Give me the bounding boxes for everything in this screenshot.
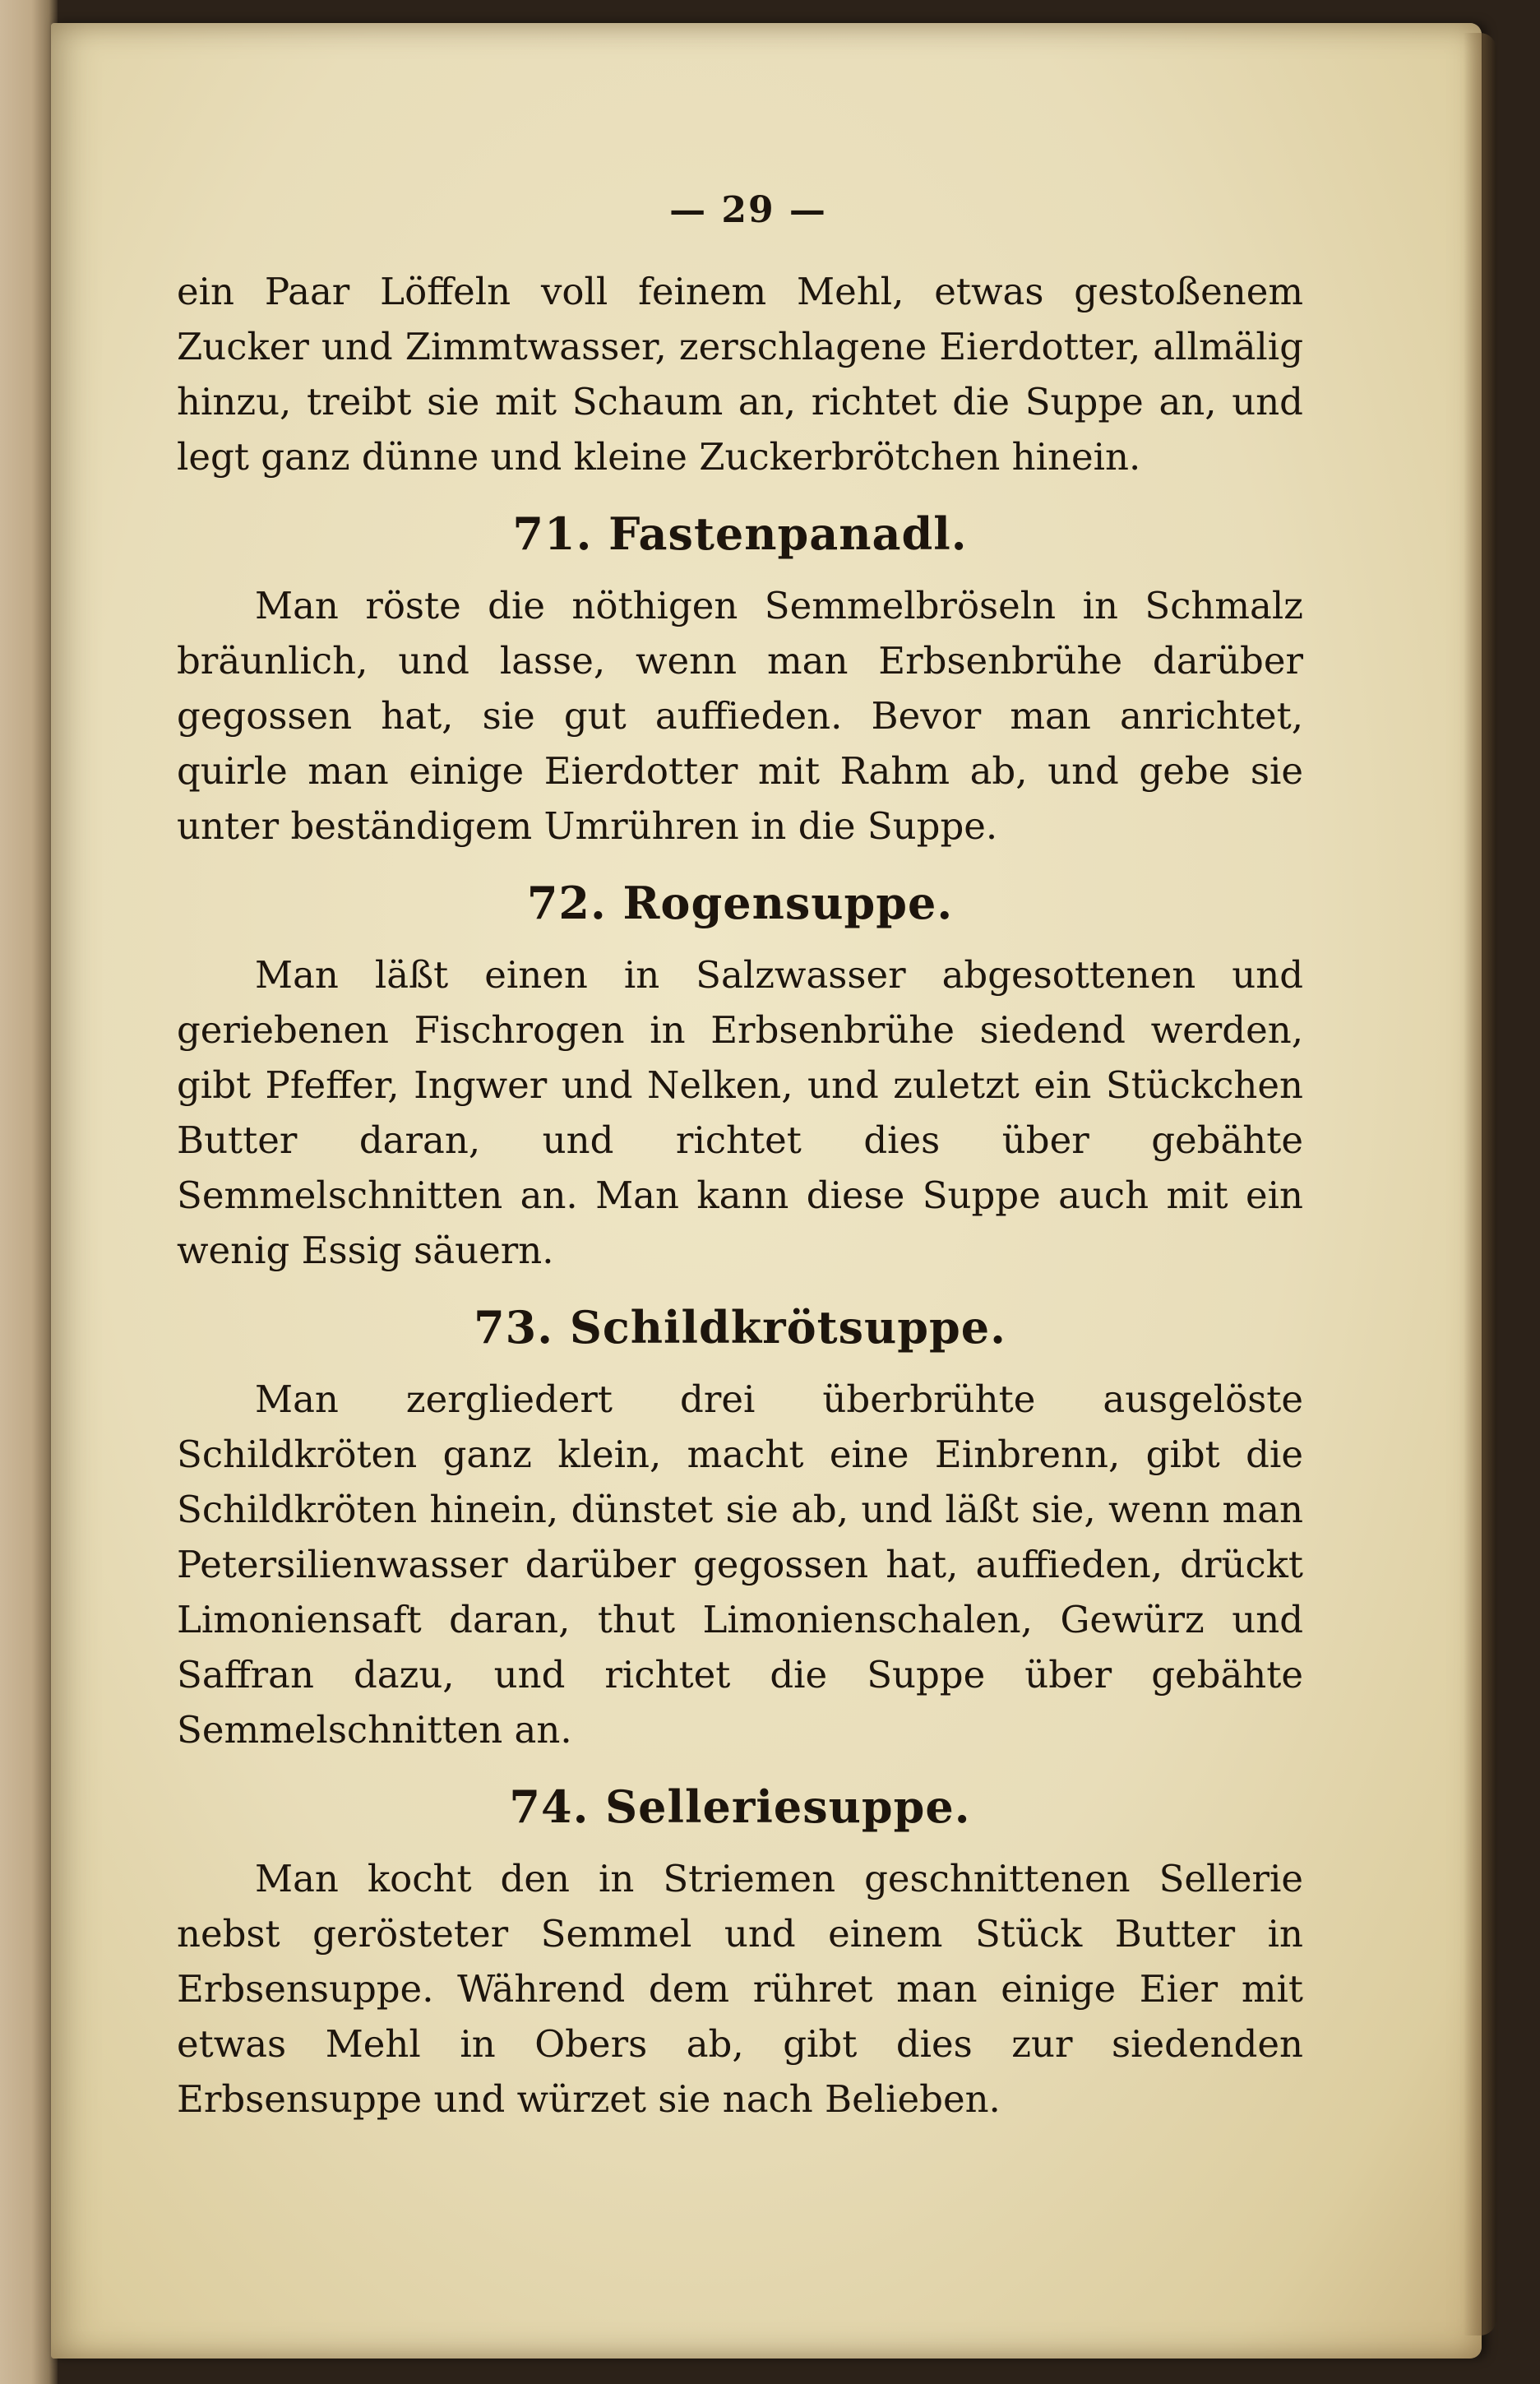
recipe-body-72: Man läßt einen in Salzwasser abgesottenen und geriebenen Fischrogen in Erbsenbrühe siedend werden, gibt Pfeffer, Ingwer und Nelken, und zuletzt ein Stückchen Butter daran, und richtet dies über gebähte Semmelschnitten an. Man kann diese Suppe auch mit ein wenig Essig säuern. <box>177 953 1303 1272</box>
recipe-title-73: 73. Schildkrötsuppe. <box>474 1301 1006 1354</box>
recipe-title-72: 72. Rogensuppe. <box>526 877 954 929</box>
facing-page-edge <box>0 0 58 2384</box>
page-edge-shadow <box>1464 33 1496 2335</box>
intro-paragraph: ein Paar Löffeln voll feinem Mehl, etwas gestoßenem Zucker und Zimmtwasser, zerschlagene Eierdotter, allmälig hinzu, treibt sie mit Schaum an, richtet die Suppe an, und legt ganz dünne und kleine Zuckerbrötchen hinein. <box>177 270 1303 479</box>
recipe-body-71: Man röste die nöthigen Semmelbröseln in Schmalz bräunlich, und lasse, wenn man Erbsenbrühe darüber gegossen hat, sie gut auffieden. Bevor man anrichtet, quirle man einige Eierdotter mit Rahm ab, und gebe sie unter beständigem Umrühren in die Suppe. <box>177 584 1303 848</box>
page-number: — 29 — <box>669 189 827 231</box>
recipe-title-74: 74. Selleriesuppe. <box>509 1780 971 1833</box>
recipe-body-74: Man kocht den in Striemen geschnittenen Sellerie nebst gerösteter Semmel und einem Stück Butter in Erbsensuppe. Während dem rühret man einige Eier mit etwas Mehl in Obers ab, gibt dies zur siedenden Erbsensuppe und würzet sie nach Belieben. <box>177 1857 1303 2121</box>
recipe-title-71: 71. Fastenpanadl. <box>512 507 968 560</box>
recipe-body-73: Man zergliedert drei überbrühte ausgelöste Schildkröten ganz klein, macht eine Einbrenn, gibt die Schildkröten hinein, dünstet sie ab, und läßt sie, wenn man Petersilienwasser darüber gegossen hat, auffieden, drückt Limoniensaft daran, thut Limonienschalen, Gewürz und Saffran dazu, und richtet die Suppe über gebähte Semmelschnitten an. <box>177 1377 1303 1752</box>
page-text <box>177 189 1303 2127</box>
